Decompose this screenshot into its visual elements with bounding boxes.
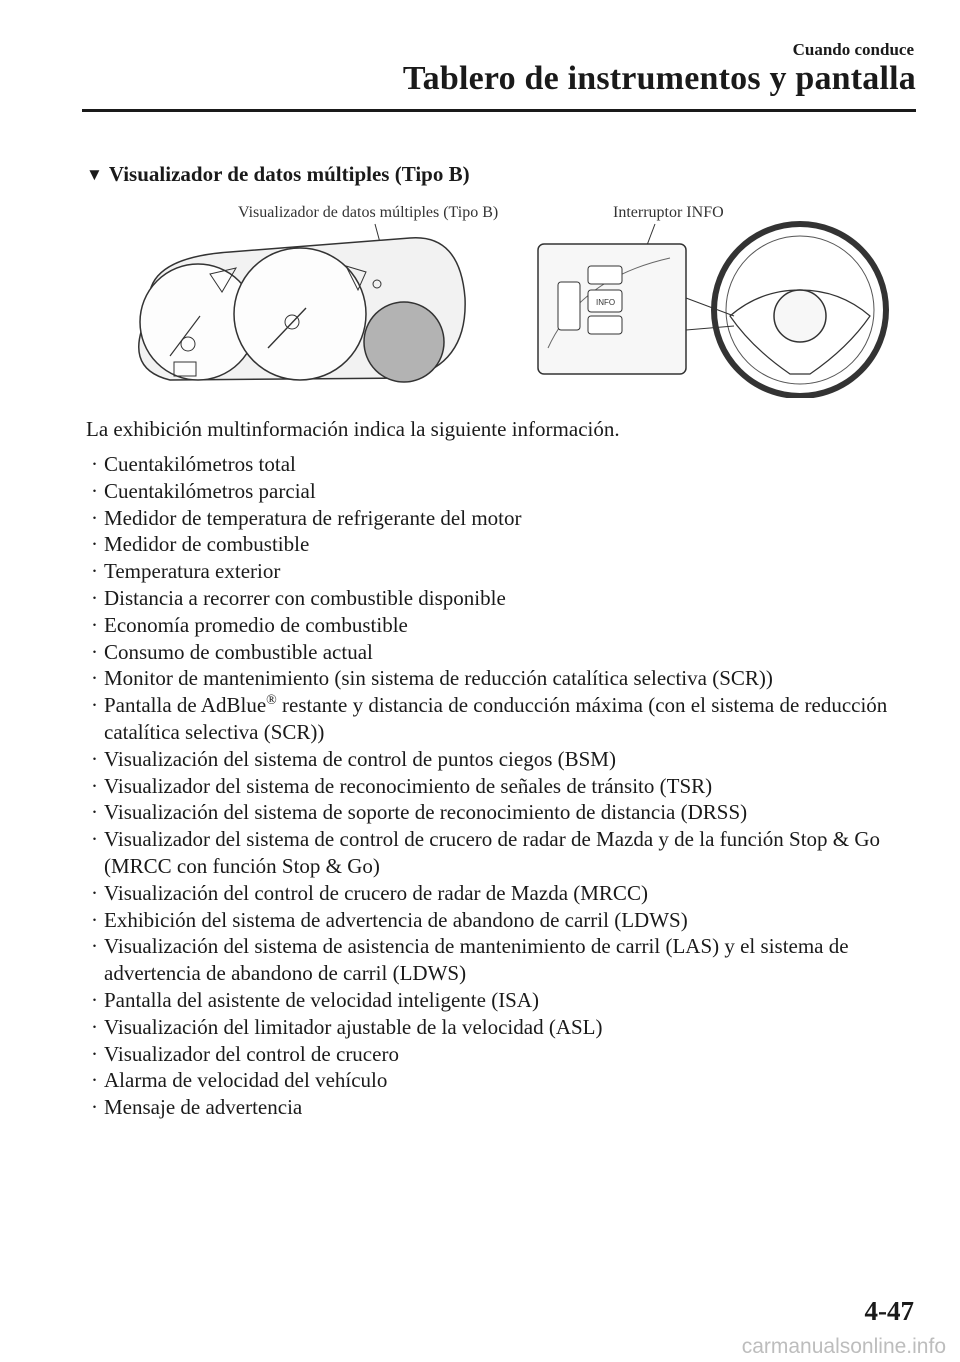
list-item-text: Economía promedio de combustible: [104, 612, 408, 637]
list-item: [86, 505, 916, 532]
list-item: [86, 799, 916, 826]
list-item: [86, 558, 916, 585]
section-heading: [86, 162, 470, 187]
list-item-text: Monitor de mantenimiento (sin sistema de reducción catalítica selectiva (SCR)): [104, 666, 773, 691]
list-item: [86, 478, 916, 505]
bullet-icon: ·: [91, 559, 98, 584]
information-list: [86, 451, 916, 1121]
list-item-text: Visualización del sistema de soporte de reconocimiento de distancia (DRSS): [104, 800, 748, 825]
list-item-text: Consumo de combustible actual: [104, 639, 373, 664]
list-item: [86, 1067, 916, 1094]
bullet-icon: ·: [91, 639, 98, 664]
bullet-icon: ·: [91, 452, 98, 476]
list-item-text: Alarma de velocidad del vehículo: [104, 1068, 388, 1093]
list-item-text: Visualizador del sistema de reconocimiento de señales de tránsito (TSR): [104, 773, 713, 798]
bullet-icon: ·: [91, 1068, 98, 1093]
bullet-icon: ·: [91, 907, 98, 932]
list-item-text: Medidor de combustible: [104, 532, 310, 557]
list-item-text: Pantalla del asistente de velocidad inteligente (ISA): [104, 987, 540, 1012]
header-divider: [82, 109, 916, 112]
label-info-switch: Interruptor INFO: [613, 204, 724, 221]
list-item: [86, 639, 916, 666]
list-item-text: Visualización del sistema de control de puntos ciegos (BSM): [104, 746, 616, 771]
list-item-text: Cuentakilómetros parcial: [104, 478, 316, 503]
list-item-text: Cuentakilómetros total: [104, 452, 296, 476]
list-item: [86, 907, 916, 934]
list-item-text: Pantalla de AdBlue: [104, 693, 267, 718]
list-item-text: Temperatura exterior: [104, 559, 281, 584]
bullet-icon: ·: [91, 693, 98, 718]
list-item: [86, 612, 916, 639]
list-item: [86, 746, 916, 773]
list-item: [86, 826, 916, 880]
list-item-text: Visualización del limitador ajustable de la velocidad (ASL): [104, 1014, 603, 1039]
list-item-text: Visualización del sistema de asistencia de mantenimiento de carril (LAS) y el sistema de advertencia de abandono de carril (LDWS): [104, 934, 849, 986]
label-multi-display: Visualizador de datos múltiples (Tipo B): [238, 204, 499, 221]
bullet-icon: ·: [91, 666, 98, 691]
list-item: [86, 1094, 916, 1121]
list-item: [86, 1041, 916, 1068]
bullet-icon: ·: [91, 746, 98, 771]
list-item-text: Visualizador del control de crucero: [104, 1041, 399, 1066]
list-item: [86, 933, 916, 987]
list-item: [86, 773, 916, 800]
instrument-cluster-illustration: [110, 198, 910, 398]
list-item: [86, 585, 916, 612]
list-item-text: Distancia a recorrer con combustible disponible: [104, 585, 506, 610]
bullet-icon: ·: [91, 827, 98, 852]
intro-paragraph: La exhibición multinformación indica la siguiente información.: [86, 417, 620, 441]
bullet-icon: ·: [91, 1041, 98, 1066]
list-item: [86, 1014, 916, 1041]
list-item-text: Medidor de temperatura de refrigerante del motor: [104, 505, 522, 530]
bullet-icon: ·: [91, 585, 98, 610]
list-item-text: Visualización del control de crucero de radar de Mazda (MRCC): [104, 880, 648, 905]
triangle-marker-icon: ▼: [86, 165, 103, 184]
page-title: Tablero de instrumentos y pantalla: [402, 60, 916, 97]
info-button-text: INFO: [596, 298, 616, 307]
bullet-icon: ·: [91, 800, 98, 825]
bullet-icon: ·: [91, 478, 98, 503]
list-item: [86, 987, 916, 1014]
instrument-figure: [110, 198, 910, 398]
header-chapter: Cuando conduce: [792, 40, 914, 59]
bullet-icon: ·: [91, 1095, 98, 1120]
bullet-icon: ·: [91, 880, 98, 905]
list-item-text: Exhibición del sistema de advertencia de abandono de carril (LDWS): [104, 907, 688, 932]
bullet-icon: ·: [91, 934, 98, 959]
bullet-icon: ·: [91, 987, 98, 1012]
list-item-text: Visualizador del sistema de control de crucero de radar de Mazda y de la función Stop & Go (MRCC con función Stop & Go): [104, 827, 881, 878]
page-number: 4-47: [864, 1296, 914, 1326]
section-heading-text: Visualizador de datos múltiples (Tipo B): [108, 162, 470, 186]
list-item: [86, 665, 916, 692]
bullet-icon: ·: [91, 1014, 98, 1039]
bullet-icon: ·: [91, 773, 98, 798]
list-item-text-continued: restante y distancia de conducción máxima (con el sistema de reducción catalítica selectiva (SCR)): [104, 693, 888, 744]
registered-mark: ®: [266, 693, 277, 709]
watermark: carmanualsonline.info: [741, 1335, 946, 1358]
list-item: [86, 531, 916, 558]
bullet-icon: ·: [91, 505, 98, 530]
list-item-text: Mensaje de advertencia: [104, 1095, 303, 1120]
bullet-icon: ·: [91, 532, 98, 557]
list-item: [86, 692, 916, 746]
list-item: [86, 451, 916, 478]
list-item: [86, 880, 916, 907]
bullet-icon: ·: [91, 612, 98, 637]
